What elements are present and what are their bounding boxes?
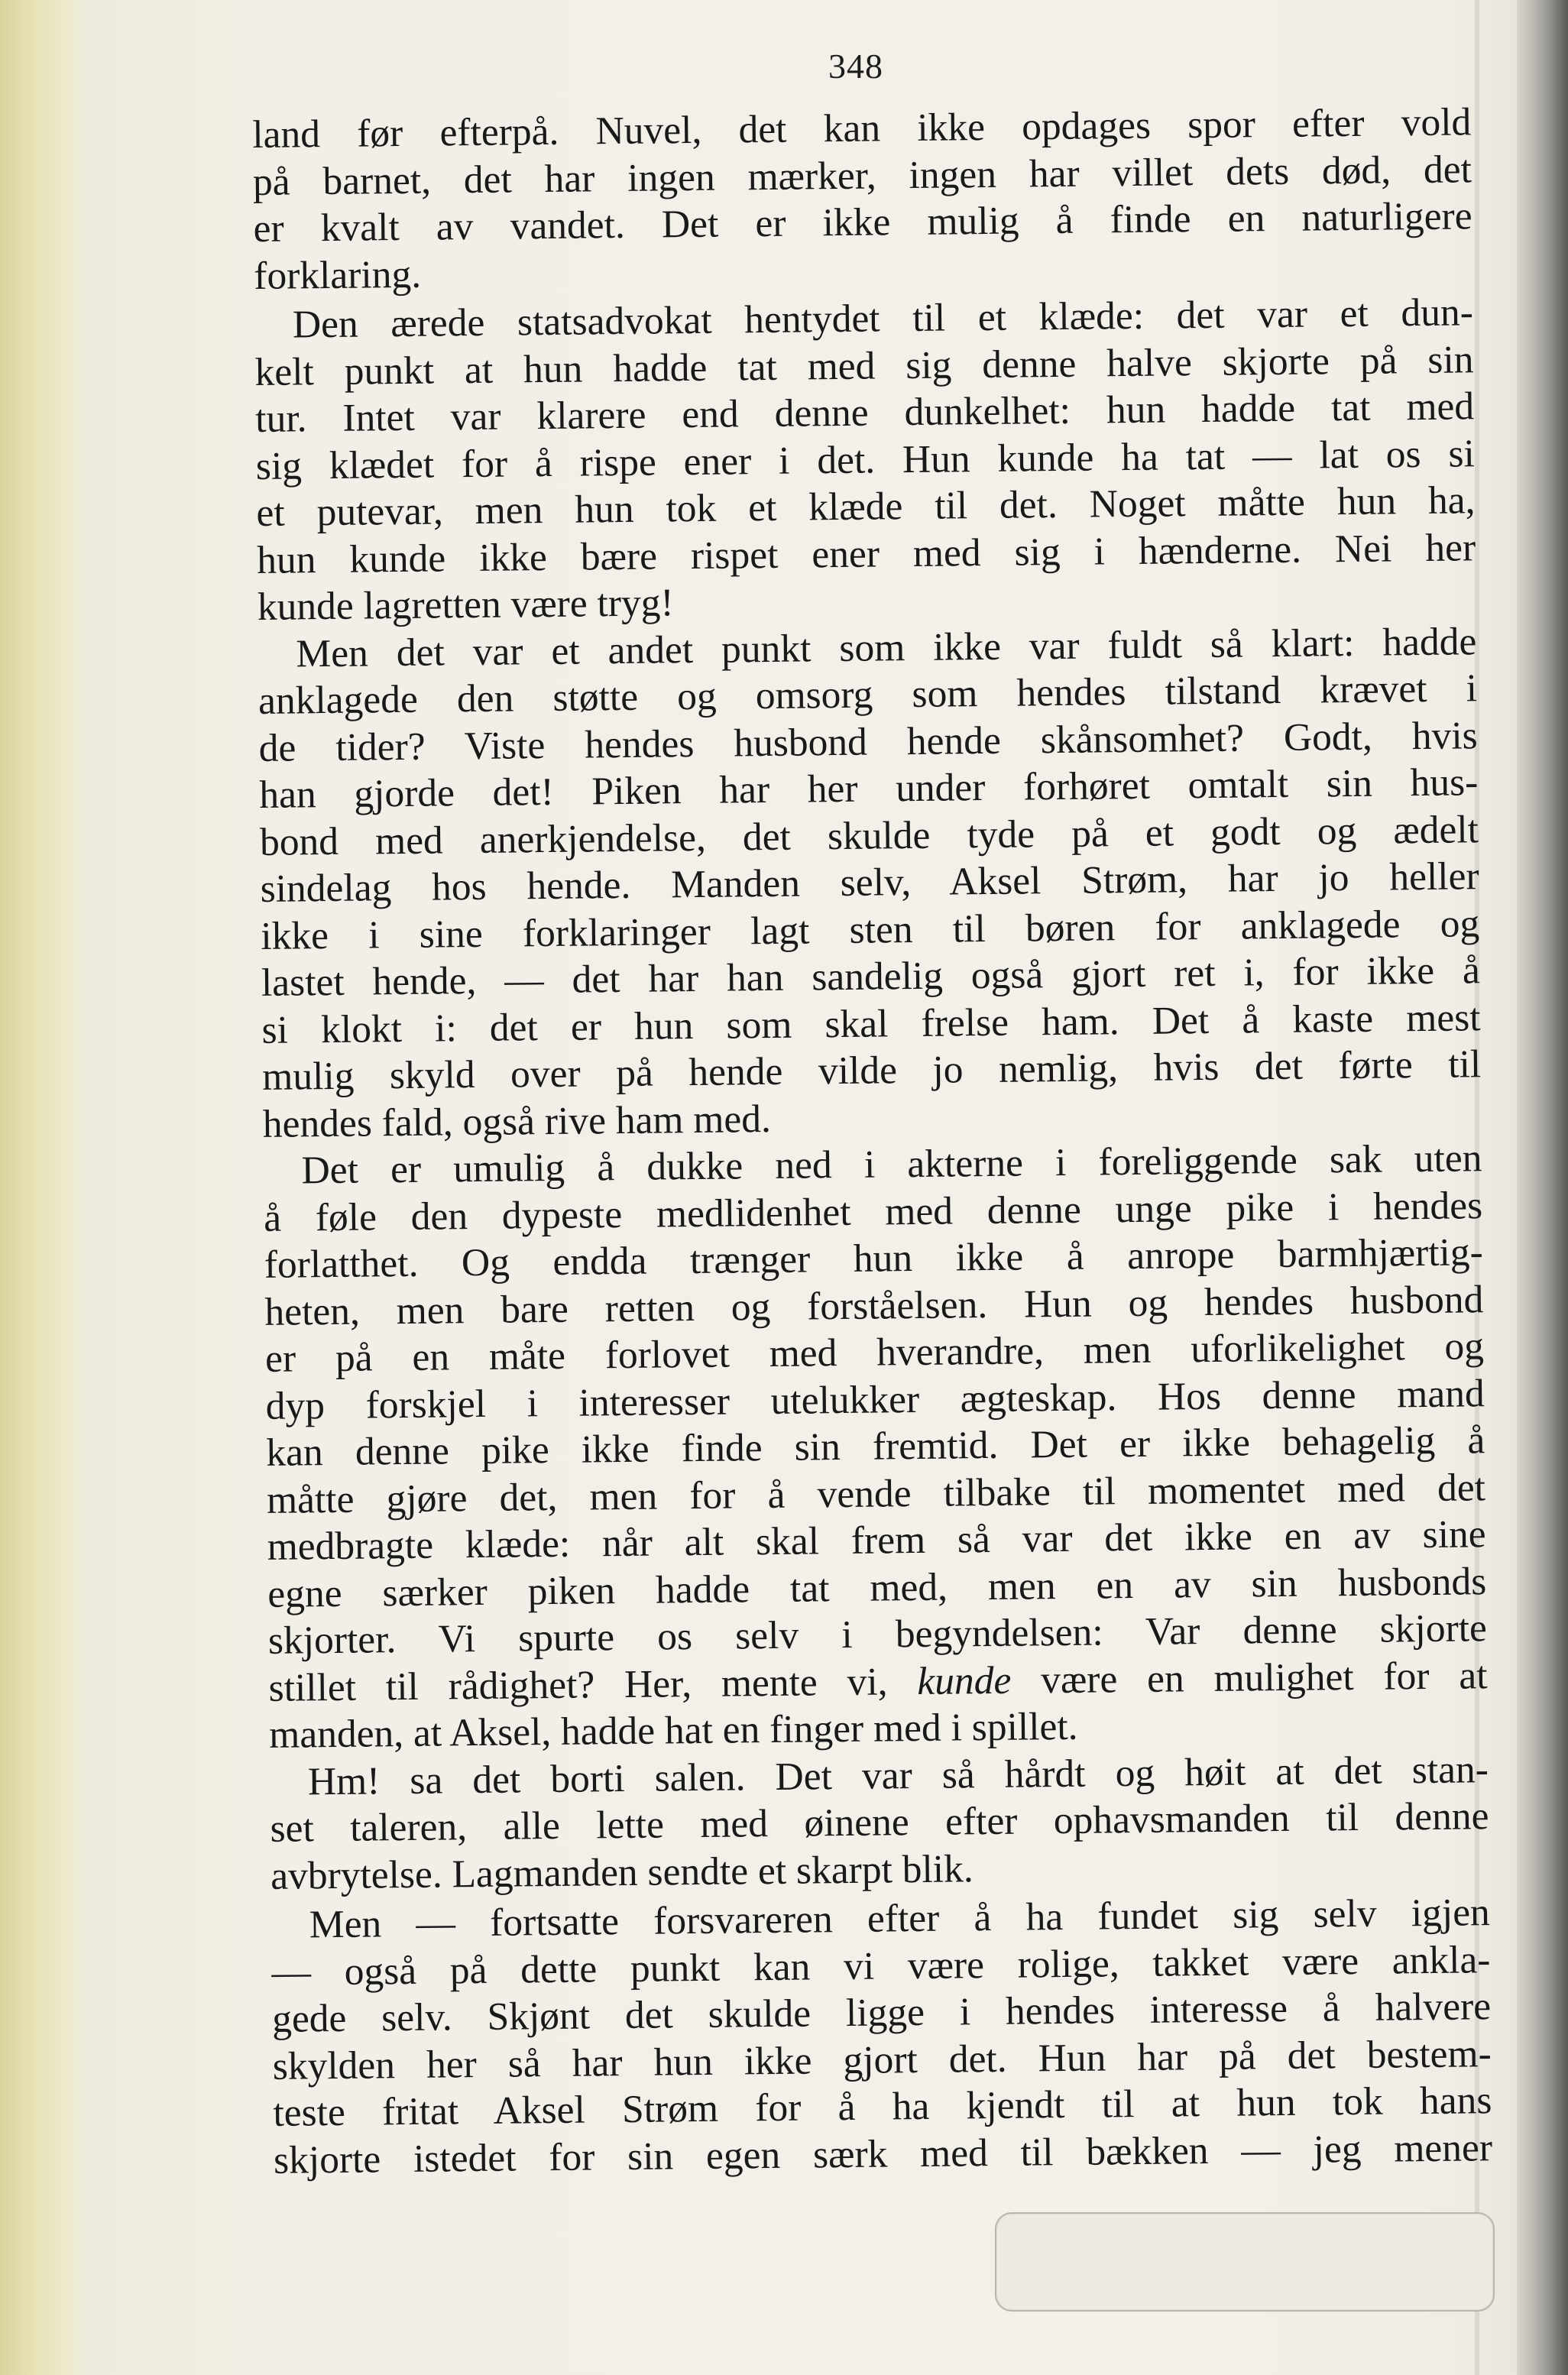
text-line: Men — fortsatte forsvareren efter å ha fundet sig selv igjen <box>309 1891 1491 1947</box>
text-line: forlatthet. Og endda trænger hun ikke å anrope barmhjærtig- <box>264 1230 1484 1287</box>
text-segment: være en mulighet for at <box>1040 1653 1488 1702</box>
text-line: avbrytelse. Lagmanden sendte et skarpt blik. <box>270 1846 974 1898</box>
text-line: kunde lagretten være tryg! <box>257 581 674 629</box>
text-line: på barnet, det har ingen mærker, ingen har villet dets død, det <box>252 147 1472 204</box>
text-line: medbragte klæde: når alt skal frem så var det ikke en av sine <box>267 1512 1486 1569</box>
text-line: Men det var et andet punkt som ikke var fuldt så klart: hadde <box>296 619 1477 676</box>
text-line: lastet hende, — det har han sandelig også gjort ret i, for ikke å <box>261 948 1481 1005</box>
text-line: gede selv. Skjønt det skulde ligge i hendes interesse å halvere <box>271 1985 1492 2041</box>
text-line: kan denne pike ikke finde sin fremtid. Det er ikke behagelig å <box>266 1418 1485 1475</box>
text-line: — også på dette punkt kan vi være rolige, takket være ankla- <box>271 1937 1491 1994</box>
text-line: sindelag hos hende. Manden selv, Aksel Strøm, har jo heller <box>260 854 1479 911</box>
text-line: Den ærede statsadvokat hentydet til et klæde: det var et dun- <box>292 290 1474 347</box>
text-line: kelt punkt at hun hadde tat med sig denne halve skjorte på sin <box>254 337 1474 394</box>
text-line: egne særker piken hadde tat med, men en av sin husbonds <box>267 1559 1487 1616</box>
page-edge-right <box>1517 0 1568 2375</box>
text-line: land før efterpå. Nuvel, det kan ikke opdages spor efter vold <box>252 100 1472 157</box>
text-line: ikke i sine forklaringer lagt sten til børen for anklagede og <box>261 901 1480 958</box>
text-line: teste fritat Aksel Strøm for å ha kjendt til at hun tok hans <box>273 2079 1492 2135</box>
text-line: skylden her så har hun ikke gjort det. Hun har på det bestem- <box>272 2031 1492 2088</box>
text-line: hendes fald, også rive ham med. <box>262 1097 772 1146</box>
text-line: mulig skyld over på hende vilde jo nemlig, hvis det førte til <box>261 1042 1482 1099</box>
text-line: skjorte istedet for sin egen særk med til bækken — jeg mener <box>273 2125 1493 2182</box>
text-line: bond med anerkjendelse, det skulde tyde på et godt og ædelt <box>259 807 1479 864</box>
library-label-sticker <box>995 2212 1495 2312</box>
text-line: Hm! sa det borti salen. Det var så hårdt og høit at det stan- <box>307 1747 1489 1803</box>
text-line: hun kunde ikke bære rispet ener med sig i hænderne. Nei her <box>256 525 1476 582</box>
body-text <box>252 99 1492 2184</box>
text-line: er kvalt av vandet. Det er ikke mulig å finde en naturligere <box>253 194 1472 251</box>
emphasized-word: kunde <box>917 1658 1012 1703</box>
text-line: sig klædet for å rispe ener i det. Hun kunde ha tat — lat os si <box>255 431 1476 488</box>
text-segment: stillet til rådighet? Her, mente vi, <box>268 1659 888 1710</box>
text-line: si klokt i: det er hun som skal frelse ham. Det å kaste mest <box>261 995 1481 1052</box>
text-line: Det er umulig å dukke ned i akterne i foreliggende sak uten <box>301 1136 1482 1193</box>
text-line: skjorter. Vi spurte os selv i begyndelsen: Var denne skjorte <box>267 1606 1488 1663</box>
text-line: heten, men bare retten og forståelsen. Hun og hendes husbond <box>264 1277 1484 1334</box>
text-line: dyp forskjel i interesser utelukker ægteskap. Hos denne mand <box>265 1371 1485 1428</box>
text-line: manden, at Aksel, hadde hat en finger med i spillet. <box>268 1704 1078 1757</box>
page-number: 348 <box>828 47 883 86</box>
text-line: et putevar, men hun tok et klæde til det. Noget måtte hun ha, <box>256 478 1476 535</box>
text-line: anklagede den støtte og omsorg som hendes tilstand krævet i <box>258 666 1478 723</box>
text-line: tur. Intet var klarere end denne dunkelhet: hun hadde tat med <box>254 384 1475 441</box>
text-line: måtte gjøre det, men for å vende tilbake til momentet med det <box>266 1465 1486 1522</box>
text-line: er på en måte forlovet med hverandre, men uforlikelighet og <box>264 1324 1485 1381</box>
text-line: han gjorde det! Piken har her under forhøret omtalt sin hus- <box>259 760 1479 817</box>
page-edge-left <box>0 0 80 2375</box>
text-line: forklaring. <box>253 252 422 298</box>
text-line: å føle den dypeste medlidenhet med denne unge pike i hendes <box>263 1183 1483 1240</box>
text-line: set taleren, alle lette med øinene efter ophavsmanden til denne <box>270 1794 1489 1851</box>
text-line: de tider? Viste hendes husbond hende skånsomhet? Godt, hvis <box>258 713 1478 770</box>
